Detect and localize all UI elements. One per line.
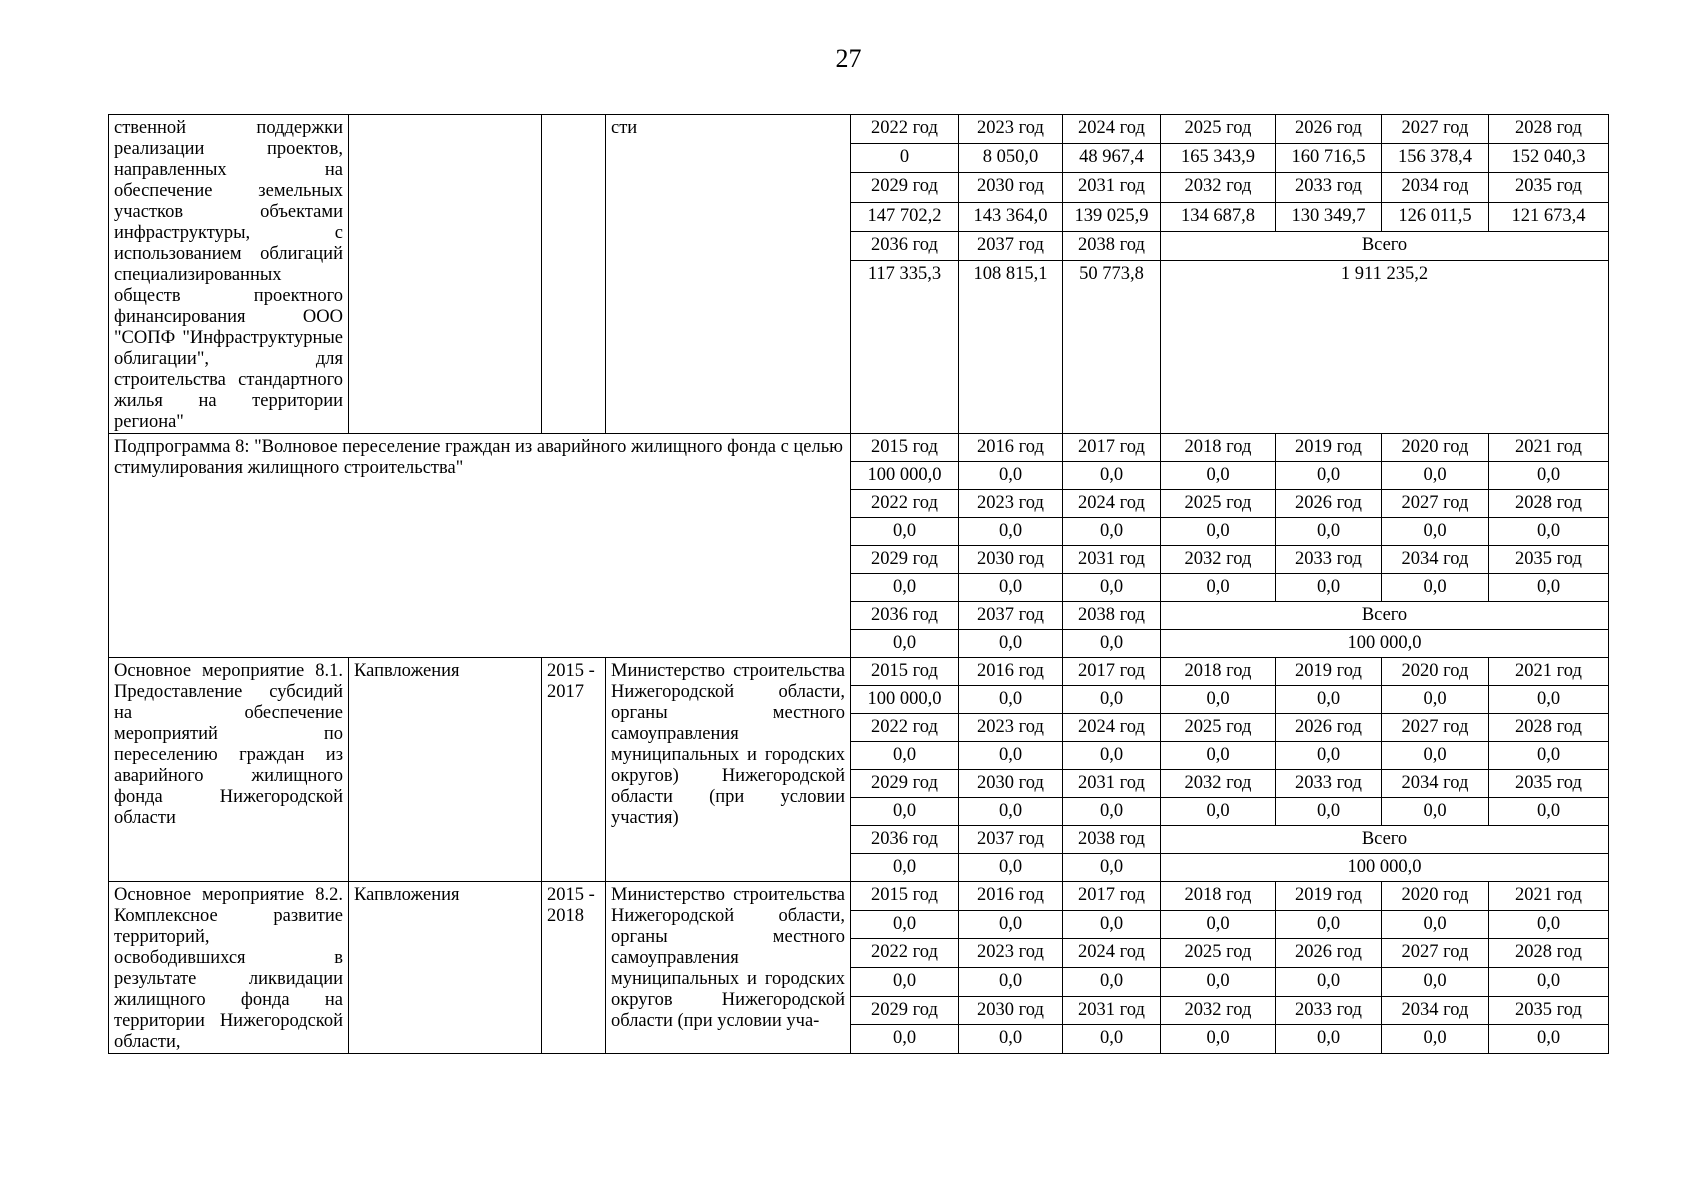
year-header: 2018 год	[1161, 434, 1276, 462]
funding-value: 0,0	[959, 910, 1063, 939]
year-header: 2027 год	[1382, 714, 1489, 742]
funding-value: 0,0	[1382, 574, 1489, 602]
year-header: 2020 год	[1382, 434, 1489, 462]
funding-value: 0,0	[1382, 798, 1489, 826]
funding-value: 0,0	[1063, 742, 1161, 770]
funding-value: 0,0	[1063, 798, 1161, 826]
responsible-executor: Министерство строительства Нижегородской области, органы местного самоуправления муниципальных и городских округов) Нижегородской области (при условии участия)	[606, 658, 851, 882]
year-header: 2025 год	[1161, 714, 1276, 742]
funding-value: 0,0	[1161, 910, 1276, 939]
funding-value: 0,0	[959, 574, 1063, 602]
year-header: 2034 год	[1382, 173, 1489, 202]
funding-value: 0,0	[1489, 518, 1609, 546]
funding-value: 0,0	[1489, 742, 1609, 770]
year-header: 2026 год	[1276, 714, 1382, 742]
implementation-period: 2015 - 2017	[542, 658, 606, 882]
year-header: 2019 год	[1276, 658, 1382, 686]
year-header: 2031 год	[1063, 546, 1161, 574]
funding-value: 0,0	[851, 630, 959, 658]
year-header: 2025 год	[1161, 939, 1276, 968]
year-header: 2030 год	[959, 546, 1063, 574]
funding-value: 134 687,8	[1161, 202, 1276, 231]
funding-value: 108 815,1	[959, 260, 1063, 433]
year-header: 2022 год	[851, 714, 959, 742]
funding-value: 0,0	[959, 1025, 1063, 1054]
funding-value: 0,0	[1489, 1025, 1609, 1054]
funding-value: 0,0	[959, 462, 1063, 490]
year-header: 2032 год	[1161, 546, 1276, 574]
year-header: 2026 год	[1276, 490, 1382, 518]
responsible-executor: сти	[606, 115, 851, 434]
year-header: 2035 год	[1489, 770, 1609, 798]
year-header: 2037 год	[959, 602, 1063, 630]
year-header: 2015 год	[851, 434, 959, 462]
funding-value: 121 673,4	[1489, 202, 1609, 231]
year-header: 2029 год	[851, 770, 959, 798]
year-header: 2025 год	[1161, 115, 1276, 144]
year-header: 2033 год	[1276, 996, 1382, 1025]
total-value: 1 911 235,2	[1161, 260, 1609, 433]
funding-value: 0,0	[851, 798, 959, 826]
funding-value: 0,0	[1063, 854, 1161, 882]
subprogram-title: Подпрограмма 8: "Волновое переселение граждан из аварийного жилищного фонда с целью стимулирования жилищного строительства"	[109, 434, 851, 658]
year-header: 2020 год	[1382, 658, 1489, 686]
funding-value: 0,0	[959, 967, 1063, 996]
funding-value: 0,0	[1276, 798, 1382, 826]
year-header: 2020 год	[1382, 882, 1489, 911]
investment-type	[349, 115, 542, 434]
year-header: 2038 год	[1063, 602, 1161, 630]
responsible-executor: Министерство строительства Нижегородской области, органы местного самоуправления муниципальных и городских округов Нижегородской области (при условии уча-	[606, 882, 851, 1054]
year-row	[109, 658, 1609, 686]
total-value: 100 000,0	[1161, 630, 1609, 658]
funding-value: 8 050,0	[959, 144, 1063, 173]
funding-value: 0,0	[1489, 462, 1609, 490]
year-header: 2023 год	[959, 490, 1063, 518]
funding-value: 0,0	[1276, 518, 1382, 546]
year-header: 2030 год	[959, 996, 1063, 1025]
year-header: 2033 год	[1276, 770, 1382, 798]
year-header: 2015 год	[851, 658, 959, 686]
funding-value: 126 011,5	[1382, 202, 1489, 231]
year-header: 2022 год	[851, 939, 959, 968]
implementation-period	[542, 115, 606, 434]
funding-value: 0,0	[1161, 798, 1276, 826]
year-header: 2031 год	[1063, 996, 1161, 1025]
year-header: 2028 год	[1489, 714, 1609, 742]
year-header: 2019 год	[1276, 882, 1382, 911]
funding-value: 130 349,7	[1276, 202, 1382, 231]
year-header: 2027 год	[1382, 490, 1489, 518]
year-header: 2029 год	[851, 546, 959, 574]
year-row	[109, 882, 1609, 911]
funding-value: 156 378,4	[1382, 144, 1489, 173]
funding-value: 0,0	[1489, 967, 1609, 996]
year-header: 2031 год	[1063, 173, 1161, 202]
year-header: 2028 год	[1489, 115, 1609, 144]
funding-value: 0,0	[851, 1025, 959, 1054]
year-header: 2017 год	[1063, 658, 1161, 686]
total-label: Всего	[1161, 826, 1609, 854]
year-row	[109, 434, 1609, 462]
year-row	[109, 115, 1609, 144]
year-header: 2036 год	[851, 602, 959, 630]
year-header: 2016 год	[959, 882, 1063, 911]
year-header: 2021 год	[1489, 882, 1609, 911]
year-header: 2024 год	[1063, 490, 1161, 518]
funding-value: 0,0	[1276, 574, 1382, 602]
funding-value: 0,0	[959, 854, 1063, 882]
funding-value: 0,0	[1489, 798, 1609, 826]
investment-type: Капвложения	[349, 882, 542, 1054]
year-header: 2015 год	[851, 882, 959, 911]
year-header: 2032 год	[1161, 770, 1276, 798]
funding-value: 0	[851, 144, 959, 173]
funding-value: 0,0	[1063, 574, 1161, 602]
year-header: 2017 год	[1063, 434, 1161, 462]
investment-type: Капвложения	[349, 658, 542, 882]
funding-value: 0,0	[1382, 1025, 1489, 1054]
year-header: 2021 год	[1489, 658, 1609, 686]
funding-value: 0,0	[959, 630, 1063, 658]
funding-value: 0,0	[959, 798, 1063, 826]
year-header: 2026 год	[1276, 939, 1382, 968]
funding-value: 0,0	[1382, 462, 1489, 490]
year-header: 2033 год	[1276, 546, 1382, 574]
year-header: 2027 год	[1382, 939, 1489, 968]
year-header: 2024 год	[1063, 714, 1161, 742]
year-header: 2023 год	[959, 714, 1063, 742]
year-header: 2033 год	[1276, 173, 1382, 202]
year-header: 2029 год	[851, 173, 959, 202]
funding-value: 0,0	[851, 574, 959, 602]
year-header: 2032 год	[1161, 173, 1276, 202]
page-number: 27	[835, 44, 862, 73]
year-header: 2035 год	[1489, 996, 1609, 1025]
year-header: 2030 год	[959, 173, 1063, 202]
year-header: 2017 год	[1063, 882, 1161, 911]
funding-value: 0,0	[1276, 462, 1382, 490]
year-header: 2026 год	[1276, 115, 1382, 144]
funding-value: 0,0	[1382, 967, 1489, 996]
implementation-period: 2015 - 2018	[542, 882, 606, 1054]
total-label: Всего	[1161, 602, 1609, 630]
year-header: 2024 год	[1063, 115, 1161, 144]
funding-value: 0,0	[959, 742, 1063, 770]
funding-value: 0,0	[1489, 910, 1609, 939]
funding-value: 0,0	[1161, 462, 1276, 490]
funding-table	[108, 114, 1609, 1054]
funding-value: 0,0	[1063, 910, 1161, 939]
funding-value: 0,0	[1161, 518, 1276, 546]
funding-value: 100 000,0	[851, 686, 959, 714]
year-header: 2036 год	[851, 231, 959, 260]
year-header: 2034 год	[1382, 770, 1489, 798]
year-header: 2016 год	[959, 434, 1063, 462]
measure-description: Основное мероприятие 8.2. Комплексное развитие территорий, освободившихся в результате ликвидации жилищного фонда на территории Нижегородской области,	[109, 882, 349, 1054]
year-header: 2022 год	[851, 115, 959, 144]
funding-value: 0,0	[851, 967, 959, 996]
year-header: 2034 год	[1382, 546, 1489, 574]
year-header: 2036 год	[851, 826, 959, 854]
year-header: 2023 год	[959, 115, 1063, 144]
funding-value: 100 000,0	[851, 462, 959, 490]
funding-value: 0,0	[1382, 518, 1489, 546]
funding-value: 0,0	[1276, 686, 1382, 714]
funding-value: 0,0	[1063, 1025, 1161, 1054]
funding-value: 0,0	[959, 686, 1063, 714]
year-header: 2023 год	[959, 939, 1063, 968]
funding-value: 0,0	[1161, 1025, 1276, 1054]
year-header: 2019 год	[1276, 434, 1382, 462]
year-header: 2037 год	[959, 231, 1063, 260]
funding-value: 0,0	[1276, 910, 1382, 939]
year-header: 2028 год	[1489, 939, 1609, 968]
funding-value: 48 967,4	[1063, 144, 1161, 173]
year-header: 2035 год	[1489, 546, 1609, 574]
funding-value: 50 773,8	[1063, 260, 1161, 433]
funding-value: 152 040,3	[1489, 144, 1609, 173]
measure-description: ственной поддержки реализации проектов, направленных на обеспечение земельных участков объектами инфраструктуры, с использованием облигаций специализированных обществ проектного финансирования ООО "СОПФ "Инфраструктурные облигации", для строительства стандартного жилья на территории региона"	[109, 115, 349, 434]
year-header: 2027 год	[1382, 115, 1489, 144]
year-header: 2028 год	[1489, 490, 1609, 518]
year-header: 2025 год	[1161, 490, 1276, 518]
total-label: Всего	[1161, 231, 1609, 260]
funding-value: 0,0	[1063, 967, 1161, 996]
funding-value: 147 702,2	[851, 202, 959, 231]
funding-value: 0,0	[1161, 742, 1276, 770]
year-header: 2018 год	[1161, 658, 1276, 686]
funding-value: 0,0	[1063, 518, 1161, 546]
funding-value: 0,0	[851, 910, 959, 939]
year-header: 2021 год	[1489, 434, 1609, 462]
funding-value: 0,0	[1382, 910, 1489, 939]
funding-value: 0,0	[1382, 686, 1489, 714]
funding-value: 0,0	[1063, 630, 1161, 658]
funding-value: 0,0	[1063, 686, 1161, 714]
funding-value: 0,0	[1489, 686, 1609, 714]
year-header: 2022 год	[851, 490, 959, 518]
funding-value: 160 716,5	[1276, 144, 1382, 173]
funding-value: 117 335,3	[851, 260, 959, 433]
year-header: 2032 год	[1161, 996, 1276, 1025]
funding-value: 0,0	[1161, 967, 1276, 996]
funding-value: 0,0	[1063, 462, 1161, 490]
year-header: 2030 год	[959, 770, 1063, 798]
funding-value: 0,0	[1276, 742, 1382, 770]
year-header: 2031 год	[1063, 770, 1161, 798]
funding-value: 0,0	[851, 742, 959, 770]
funding-value: 0,0	[1489, 574, 1609, 602]
funding-value: 0,0	[851, 854, 959, 882]
funding-value: 143 364,0	[959, 202, 1063, 231]
funding-value: 0,0	[959, 518, 1063, 546]
total-value: 100 000,0	[1161, 854, 1609, 882]
year-header: 2038 год	[1063, 826, 1161, 854]
year-header: 2018 год	[1161, 882, 1276, 911]
year-header: 2038 год	[1063, 231, 1161, 260]
funding-value: 139 025,9	[1063, 202, 1161, 231]
year-header: 2037 год	[959, 826, 1063, 854]
year-header: 2035 год	[1489, 173, 1609, 202]
measure-description: Основное мероприятие 8.1. Предоставление субсидий на обеспечение мероприятий по переселению граждан из аварийного жилищного фонда Нижегородской области	[109, 658, 349, 882]
year-header: 2024 год	[1063, 939, 1161, 968]
year-header: 2034 год	[1382, 996, 1489, 1025]
funding-value: 0,0	[1276, 967, 1382, 996]
year-header: 2029 год	[851, 996, 959, 1025]
funding-value: 0,0	[1161, 574, 1276, 602]
funding-value: 165 343,9	[1161, 144, 1276, 173]
funding-value: 0,0	[1382, 742, 1489, 770]
funding-value: 0,0	[1161, 686, 1276, 714]
funding-value: 0,0	[851, 518, 959, 546]
year-header: 2016 год	[959, 658, 1063, 686]
funding-value: 0,0	[1276, 1025, 1382, 1054]
